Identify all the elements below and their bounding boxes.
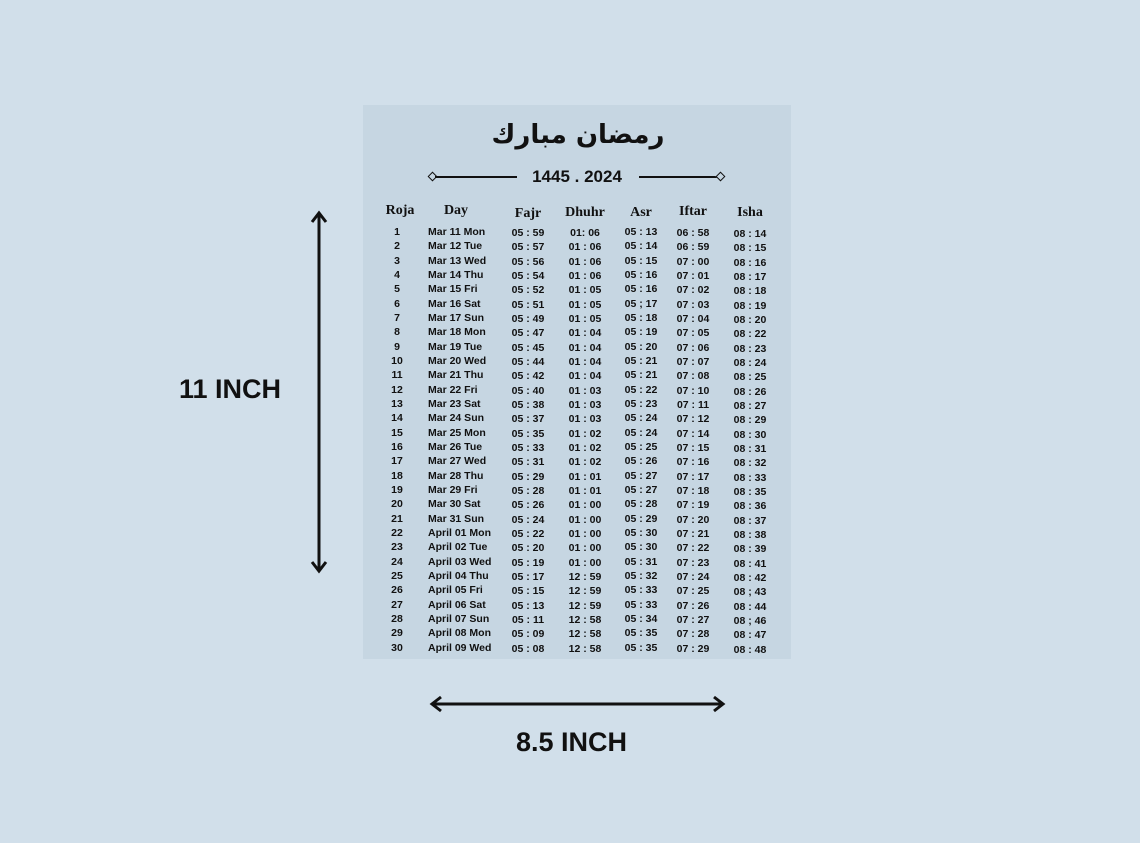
cell-iftar: 07 : 24 bbox=[676, 570, 710, 583]
cell-asr: 05 : 35 bbox=[624, 641, 658, 654]
cell-roja: 23 bbox=[391, 541, 403, 554]
cell-iftar: 07 : 26 bbox=[676, 599, 710, 612]
cell-fajr: 05 : 35 bbox=[511, 427, 545, 440]
cell-roja: 1 bbox=[394, 226, 400, 238]
cell-roja: 8 bbox=[394, 326, 400, 339]
cell-asr: 05 : 24 bbox=[624, 426, 658, 439]
cell-fajr: 05 : 52 bbox=[511, 284, 545, 297]
svg-text:رمضان مبارك: رمضان مبارك bbox=[491, 120, 665, 150]
cell-iftar: 07 : 03 bbox=[676, 298, 710, 311]
cell-day: Mar 30 Sat bbox=[428, 498, 481, 511]
cell-isha: 08 ; 46 bbox=[733, 614, 767, 627]
cell-fajr: 05 : 13 bbox=[511, 599, 545, 612]
cell-asr: 05 : 29 bbox=[624, 512, 658, 525]
cell-isha: 08 : 33 bbox=[733, 471, 767, 484]
cell-dhuhr: 01 : 05 bbox=[568, 312, 602, 325]
cell-dhuhr: 01 : 00 bbox=[568, 542, 602, 555]
cell-fajr: 05 : 26 bbox=[511, 499, 545, 512]
cell-asr: 05 : 21 bbox=[624, 354, 658, 367]
cell-isha: 08 : 24 bbox=[733, 356, 767, 369]
cell-iftar: 07 : 12 bbox=[676, 413, 710, 426]
cell-asr: 05 : 33 bbox=[624, 598, 658, 611]
cell-iftar: 07 : 11 bbox=[676, 398, 710, 411]
cell-dhuhr: 01 : 01 bbox=[568, 470, 602, 483]
cell-isha: 08 : 15 bbox=[733, 242, 767, 255]
cell-fajr: 05 : 08 bbox=[511, 642, 545, 655]
cell-fajr: 05 : 11 bbox=[511, 613, 545, 626]
cell-isha: 08 : 20 bbox=[733, 313, 767, 326]
header-day: Day bbox=[443, 203, 469, 218]
cell-isha: 08 : 29 bbox=[733, 414, 767, 427]
cell-isha: 08 : 38 bbox=[733, 528, 767, 541]
cell-roja: 10 bbox=[391, 354, 403, 367]
cell-isha: 08 : 47 bbox=[733, 629, 767, 642]
cell-isha: 08 : 25 bbox=[733, 371, 767, 384]
cell-dhuhr: 01 : 00 bbox=[568, 513, 602, 526]
cell-dhuhr: 01 : 00 bbox=[568, 556, 602, 569]
cell-asr: 05 : 30 bbox=[624, 541, 658, 554]
table-row bbox=[363, 427, 791, 441]
table-row bbox=[363, 355, 791, 369]
cell-dhuhr: 01 : 01 bbox=[568, 484, 602, 497]
table-row bbox=[363, 341, 791, 355]
cell-day: April 06 Sat bbox=[428, 598, 486, 611]
cell-iftar: 07 : 20 bbox=[676, 513, 710, 526]
cell-iftar: 07 : 22 bbox=[676, 542, 710, 555]
cell-dhuhr: 01 : 03 bbox=[568, 413, 602, 426]
cell-fajr: 05 : 22 bbox=[511, 527, 545, 540]
cell-isha: 08 : 18 bbox=[733, 285, 767, 298]
cell-iftar: 07 : 16 bbox=[676, 456, 710, 469]
cell-iftar: 07 : 21 bbox=[676, 527, 710, 540]
table-row bbox=[363, 398, 791, 412]
table-row bbox=[363, 455, 791, 469]
cell-asr: 05 : 35 bbox=[624, 627, 658, 640]
cell-dhuhr: 12 : 58 bbox=[568, 628, 602, 641]
cell-day: April 01 Mon bbox=[428, 526, 492, 539]
cell-dhuhr: 01 : 05 bbox=[568, 284, 602, 297]
cell-iftar: 07 : 04 bbox=[676, 312, 710, 325]
cell-day: Mar 29 Fri bbox=[428, 483, 478, 496]
cell-dhuhr: 01 : 00 bbox=[568, 527, 602, 540]
cell-day: Mar 13 Wed bbox=[428, 254, 487, 267]
cell-asr: 05 : 19 bbox=[624, 326, 658, 339]
cell-fajr: 05 : 44 bbox=[511, 355, 545, 368]
cell-day: Mar 26 Tue bbox=[428, 440, 483, 453]
cell-asr: 05 : 33 bbox=[624, 584, 658, 597]
cell-dhuhr: 01: 06 bbox=[570, 227, 600, 239]
cell-iftar: 07 : 27 bbox=[676, 613, 710, 626]
cell-roja: 21 bbox=[391, 512, 403, 525]
cell-iftar: 07 : 06 bbox=[676, 341, 710, 354]
cell-isha: 08 : 17 bbox=[733, 270, 767, 283]
cell-iftar: 07 : 07 bbox=[676, 355, 710, 368]
cell-dhuhr: 01 : 03 bbox=[568, 384, 602, 397]
cell-fajr: 05 : 20 bbox=[511, 542, 545, 555]
cell-roja: 29 bbox=[391, 627, 403, 640]
cell-dhuhr: 01 : 04 bbox=[568, 341, 602, 354]
table-row bbox=[363, 642, 791, 656]
cell-roja: 5 bbox=[394, 283, 400, 296]
cell-dhuhr: 01 : 04 bbox=[568, 327, 602, 340]
table-row bbox=[363, 269, 791, 283]
cell-dhuhr: 12 : 58 bbox=[568, 642, 602, 655]
width-arrow-icon bbox=[431, 697, 724, 711]
table-row bbox=[363, 498, 791, 512]
header-iftar: Iftar bbox=[679, 204, 707, 219]
cell-day: Mar 11 Mon bbox=[428, 226, 486, 238]
cell-fajr: 05 : 28 bbox=[511, 484, 545, 497]
cell-roja: 11 bbox=[391, 369, 403, 382]
cell-roja: 22 bbox=[391, 526, 403, 539]
cell-iftar: 07 : 01 bbox=[676, 269, 710, 282]
cell-day: April 03 Wed bbox=[428, 555, 492, 568]
cell-dhuhr: 01 : 05 bbox=[568, 298, 602, 311]
header-isha: Isha bbox=[737, 205, 763, 220]
cell-iftar: 06 : 58 bbox=[676, 227, 710, 239]
cell-roja: 4 bbox=[394, 268, 400, 281]
cell-iftar: 07 : 14 bbox=[676, 427, 710, 440]
cell-isha: 08 : 39 bbox=[733, 543, 767, 556]
cell-asr: 05 : 28 bbox=[624, 498, 658, 511]
cell-day: Mar 12 Tue bbox=[428, 240, 483, 253]
cell-asr: 05 : 23 bbox=[624, 397, 658, 410]
cell-fajr: 05 : 17 bbox=[511, 570, 545, 583]
cell-fajr: 05 : 59 bbox=[511, 227, 545, 239]
cell-iftar: 07 : 29 bbox=[676, 642, 710, 655]
table-row bbox=[363, 627, 791, 641]
cell-roja: 16 bbox=[391, 440, 403, 453]
cell-roja: 24 bbox=[391, 555, 403, 568]
cell-day: Mar 24 Sun bbox=[428, 412, 485, 425]
cell-fajr: 05 : 24 bbox=[511, 513, 545, 526]
cell-asr: 05 : 27 bbox=[624, 483, 658, 496]
ramadan-mubarak-calligraphy bbox=[491, 113, 665, 158]
header-fajr: Fajr bbox=[514, 206, 542, 221]
cell-iftar: 07 : 17 bbox=[676, 470, 710, 483]
cell-dhuhr: 01 : 06 bbox=[568, 255, 602, 268]
cell-isha: 08 : 42 bbox=[733, 571, 767, 584]
table-row bbox=[363, 412, 791, 426]
cell-isha: 08 ; 43 bbox=[733, 586, 767, 599]
cell-day: Mar 21 Thu bbox=[428, 369, 484, 382]
cell-iftar: 07 : 05 bbox=[676, 327, 710, 340]
cell-day: April 04 Thu bbox=[428, 569, 489, 582]
cell-dhuhr: 01 : 02 bbox=[568, 441, 602, 454]
cell-day: Mar 31 Sun bbox=[428, 512, 485, 525]
cell-fajr: 05 : 15 bbox=[511, 585, 545, 598]
cell-dhuhr: 01 : 03 bbox=[568, 398, 602, 411]
table-row bbox=[363, 369, 791, 383]
cell-iftar: 07 : 19 bbox=[676, 499, 710, 512]
table-row bbox=[363, 556, 791, 570]
cell-isha: 08 : 27 bbox=[733, 399, 767, 412]
table-row bbox=[363, 255, 791, 269]
cell-roja: 26 bbox=[391, 584, 403, 597]
cell-dhuhr: 01 : 06 bbox=[568, 269, 602, 282]
table-row bbox=[363, 240, 791, 254]
cell-fajr: 05 : 19 bbox=[511, 556, 545, 569]
cell-day: Mar 18 Mon bbox=[428, 326, 486, 339]
table-row bbox=[363, 226, 791, 240]
cell-iftar: 07 : 00 bbox=[676, 255, 710, 268]
cell-fajr: 05 : 45 bbox=[511, 341, 545, 354]
cell-asr: 05 : 26 bbox=[624, 455, 658, 468]
cell-day: Mar 27 Wed bbox=[428, 455, 487, 468]
cell-roja: 18 bbox=[391, 469, 403, 482]
cell-day: Mar 20 Wed bbox=[428, 354, 487, 367]
cell-roja: 6 bbox=[394, 297, 400, 310]
cell-day: Mar 22 Fri bbox=[428, 383, 478, 396]
cell-day: Mar 19 Tue bbox=[428, 340, 483, 353]
cell-fajr: 05 : 40 bbox=[511, 384, 545, 397]
divider-line-right bbox=[639, 176, 721, 178]
cell-day: Mar 15 Fri bbox=[428, 283, 478, 296]
table-row bbox=[363, 484, 791, 498]
cell-asr: 05 : 34 bbox=[624, 612, 658, 625]
cell-day: April 09 Wed bbox=[428, 641, 492, 654]
cell-fajr: 05 : 42 bbox=[511, 370, 545, 383]
cell-day: Mar 16 Sat bbox=[428, 297, 481, 310]
height-label: 11 INCH bbox=[179, 374, 282, 404]
cell-iftar: 07 : 18 bbox=[676, 484, 710, 497]
table-row bbox=[363, 613, 791, 627]
cell-dhuhr: 01 : 02 bbox=[568, 456, 602, 469]
cell-dhuhr: 12 : 58 bbox=[568, 613, 602, 626]
cell-fajr: 05 : 56 bbox=[511, 255, 545, 268]
height-arrow-icon bbox=[317, 212, 321, 572]
cell-isha: 08 : 37 bbox=[733, 514, 767, 527]
cell-day: April 07 Sun bbox=[428, 612, 490, 625]
cell-asr: 05 : 21 bbox=[624, 369, 658, 382]
cell-roja: 2 bbox=[394, 240, 400, 253]
cell-fajr: 05 : 49 bbox=[511, 312, 545, 325]
table-row bbox=[363, 298, 791, 312]
cell-isha: 08 : 26 bbox=[733, 385, 767, 398]
table-row bbox=[363, 541, 791, 555]
cell-asr: 05 : 15 bbox=[624, 254, 658, 267]
cell-isha: 08 : 41 bbox=[733, 557, 767, 570]
cell-fajr: 05 : 54 bbox=[511, 269, 545, 282]
cell-isha: 08 : 19 bbox=[733, 299, 767, 312]
cell-isha: 08 : 35 bbox=[733, 485, 767, 498]
cell-asr: 05 : 18 bbox=[624, 311, 658, 324]
cell-asr: 05 : 22 bbox=[624, 383, 658, 396]
cell-asr: 05 : 16 bbox=[624, 283, 658, 296]
cell-isha: 08 : 48 bbox=[733, 643, 767, 656]
table-row bbox=[363, 326, 791, 340]
cell-dhuhr: 12 : 59 bbox=[568, 599, 602, 612]
cell-fajr: 05 : 09 bbox=[511, 628, 545, 641]
cell-roja: 19 bbox=[391, 483, 403, 496]
cell-roja: 17 bbox=[391, 455, 403, 468]
table-row bbox=[363, 527, 791, 541]
cell-asr: 05 : 16 bbox=[624, 268, 658, 281]
cell-iftar: 07 : 28 bbox=[676, 628, 710, 641]
cell-roja: 28 bbox=[391, 612, 403, 625]
cell-isha: 08 : 44 bbox=[733, 600, 767, 613]
cell-isha: 08 : 32 bbox=[733, 457, 767, 470]
cell-dhuhr: 01 : 04 bbox=[568, 370, 602, 383]
cell-day: Mar 23 Sat bbox=[428, 397, 481, 410]
cell-day: Mar 25 Mon bbox=[428, 426, 486, 439]
cell-fajr: 05 : 38 bbox=[511, 398, 545, 411]
cell-fajr: 05 : 33 bbox=[511, 441, 545, 454]
cell-asr: 05 : 24 bbox=[624, 412, 658, 425]
cell-roja: 27 bbox=[391, 598, 403, 611]
table-row bbox=[363, 312, 791, 326]
table-row bbox=[363, 384, 791, 398]
cell-asr: 05 ; 17 bbox=[624, 297, 658, 310]
cell-dhuhr: 01 : 04 bbox=[568, 355, 602, 368]
cell-isha: 08 : 31 bbox=[733, 442, 767, 455]
cell-roja: 13 bbox=[391, 397, 403, 410]
cell-fajr: 05 : 37 bbox=[511, 413, 545, 426]
cell-fajr: 05 : 29 bbox=[511, 470, 545, 483]
ramadan-calendar-card bbox=[363, 105, 791, 659]
cell-fajr: 05 : 31 bbox=[511, 456, 545, 469]
cell-roja: 9 bbox=[394, 340, 400, 353]
cell-isha: 08 : 14 bbox=[733, 228, 767, 240]
table-row bbox=[363, 599, 791, 613]
cell-asr: 05 : 27 bbox=[624, 469, 658, 482]
cell-asr: 05 : 31 bbox=[624, 555, 658, 568]
cell-roja: 14 bbox=[391, 412, 403, 425]
cell-roja: 25 bbox=[391, 569, 403, 582]
table-row bbox=[363, 513, 791, 527]
cell-roja: 7 bbox=[394, 311, 400, 324]
table-row bbox=[363, 470, 791, 484]
cell-dhuhr: 01 : 00 bbox=[568, 499, 602, 512]
cell-fajr: 05 : 51 bbox=[511, 298, 545, 311]
cell-iftar: 07 : 23 bbox=[676, 556, 710, 569]
cell-day: April 05 Fri bbox=[428, 584, 483, 597]
cell-iftar: 07 : 08 bbox=[676, 370, 710, 383]
cell-dhuhr: 12 : 59 bbox=[568, 570, 602, 583]
year-title: 1445 . 2024 bbox=[532, 167, 622, 186]
cell-dhuhr: 01 : 02 bbox=[568, 427, 602, 440]
cell-dhuhr: 12 : 59 bbox=[568, 585, 602, 598]
cell-roja: 15 bbox=[391, 426, 403, 439]
cell-iftar: 07 : 15 bbox=[676, 441, 710, 454]
cell-asr: 05 : 14 bbox=[624, 240, 658, 253]
table-row bbox=[363, 283, 791, 297]
table-row bbox=[363, 441, 791, 455]
cell-day: Mar 28 Thu bbox=[428, 469, 484, 482]
header-asr: Asr bbox=[630, 205, 652, 220]
cell-isha: 08 : 16 bbox=[733, 256, 767, 269]
cell-iftar: 07 : 02 bbox=[676, 284, 710, 297]
cell-dhuhr: 01 : 06 bbox=[568, 241, 602, 254]
cell-roja: 12 bbox=[391, 383, 403, 396]
cell-asr: 05 : 20 bbox=[624, 340, 658, 353]
cell-asr: 05 : 30 bbox=[624, 526, 658, 539]
cell-iftar: 07 : 10 bbox=[676, 384, 710, 397]
cell-asr: 05 : 32 bbox=[624, 569, 658, 582]
cell-roja: 3 bbox=[394, 254, 400, 267]
cell-day: Mar 17 Sun bbox=[428, 311, 485, 324]
cell-day: Mar 14 Thu bbox=[428, 268, 484, 281]
header-roja: Roja bbox=[385, 203, 415, 218]
year-divider bbox=[429, 165, 725, 189]
cell-isha: 08 : 36 bbox=[733, 500, 767, 513]
width-label: 8.5 INCH bbox=[516, 727, 628, 757]
header-dhuhr: Dhuhr bbox=[565, 205, 605, 220]
cell-day: April 02 Tue bbox=[428, 541, 488, 554]
cell-iftar: 07 : 25 bbox=[676, 585, 710, 598]
cell-roja: 20 bbox=[391, 498, 403, 511]
cell-roja: 30 bbox=[391, 641, 403, 654]
cell-isha: 08 : 30 bbox=[733, 428, 767, 441]
table-row bbox=[363, 570, 791, 584]
cell-iftar: 06 : 59 bbox=[676, 241, 710, 254]
cell-asr: 05 : 13 bbox=[624, 226, 658, 238]
table-row bbox=[363, 584, 791, 598]
cell-isha: 08 : 23 bbox=[733, 342, 767, 355]
cell-fajr: 05 : 47 bbox=[511, 327, 545, 340]
cell-fajr: 05 : 57 bbox=[511, 241, 545, 254]
cell-day: April 08 Mon bbox=[428, 627, 492, 640]
cell-asr: 05 : 25 bbox=[624, 440, 658, 453]
cell-isha: 08 : 22 bbox=[733, 328, 767, 341]
